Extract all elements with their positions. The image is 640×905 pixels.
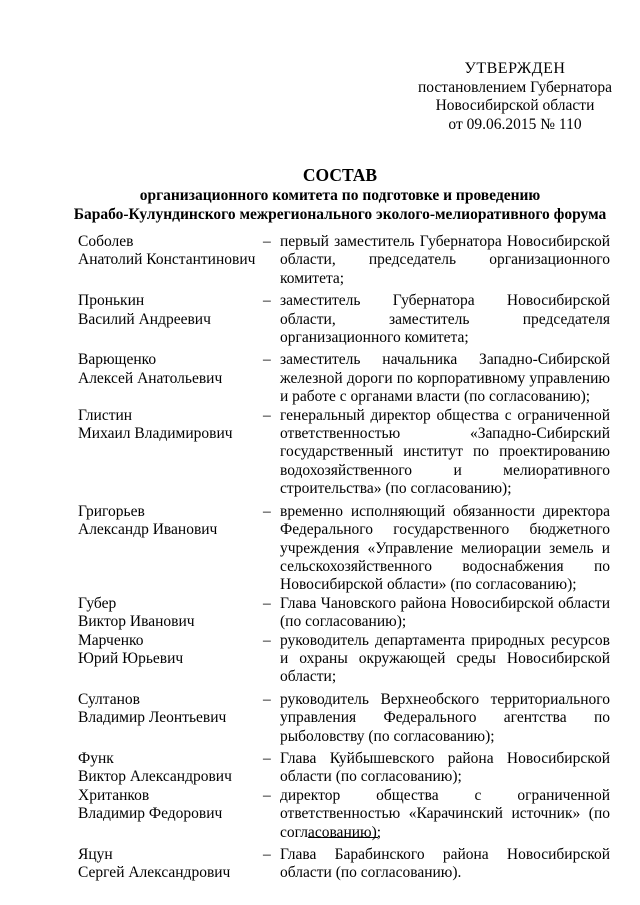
member-row <box>78 503 618 595</box>
member-role: Глава Барабинского района Новосибирской области (по согласованию). <box>280 846 610 882</box>
dash-separator: – <box>263 786 271 804</box>
approval-line: Новосибирской области <box>435 97 595 114</box>
member-row <box>78 750 618 787</box>
member-surname: Соболев <box>78 233 134 250</box>
member-name <box>78 691 260 746</box>
member-role: Глава Куйбышевского района Новосибирской области (по согласованию); <box>280 749 610 786</box>
member-role: Глава Чановского района Новосибирской области (по согласованию); <box>280 594 610 631</box>
member-role: заместитель начальника Западно-Сибирской железной дороги по корпоративному управлению и работе с органами власти (по согласованию); <box>280 351 610 406</box>
member-given-names: Юрий Юрьевич <box>78 649 184 667</box>
member-row <box>78 407 618 499</box>
member-name <box>78 846 260 883</box>
member-row <box>78 351 618 406</box>
approval-title: УТВЕРЖДЕН <box>464 60 566 77</box>
end-divider <box>308 837 378 838</box>
member-name <box>78 632 260 687</box>
member-surname: Султанов <box>78 690 140 708</box>
member-given-names: Михаил Владимирович <box>78 425 233 443</box>
member-given-names: Виктор Иванович <box>78 613 195 631</box>
member-row <box>78 632 618 687</box>
member-role: директор общества с ограниченной ответственностью «Карачинский источник» (по согласованию); <box>280 786 610 841</box>
member-list <box>78 233 618 883</box>
member-row <box>78 292 618 347</box>
member-surname: Марченко <box>78 631 144 649</box>
dash-separator: – <box>263 292 271 310</box>
member-row <box>78 233 618 288</box>
member-name <box>78 407 260 499</box>
document-subtitle: Барабо-Кулундинского межрегионального эколого-мелиоративного форума <box>73 206 607 223</box>
member-name <box>78 503 260 595</box>
member-role: первый заместитель Губернатора Новосибирской области, председатель организационного комитета; <box>280 233 610 287</box>
dash-separator: – <box>263 406 271 424</box>
document-heading <box>60 164 620 224</box>
member-row <box>78 691 618 746</box>
member-given-names: Алексей Анатольевич <box>78 369 223 387</box>
member-given-names: Владимир Леонтьевич <box>78 709 227 727</box>
member-name <box>78 595 260 632</box>
member-given-names: Виктор Александрович <box>78 768 232 786</box>
member-row <box>78 595 618 632</box>
member-name <box>78 233 260 288</box>
approval-line: постановлением Губернатора <box>417 78 613 96</box>
member-surname: Губер <box>78 594 117 612</box>
member-name <box>78 292 260 347</box>
member-name <box>78 787 260 842</box>
dash-separator: – <box>263 631 271 649</box>
member-surname: Варющенко <box>78 351 157 369</box>
member-name <box>78 351 260 406</box>
dash-separator: – <box>263 502 271 520</box>
member-given-names: Анатолий Константинович <box>78 251 256 269</box>
dash-separator: – <box>263 846 271 863</box>
member-role: генеральный директор общества с ограниченной ответственностью «Западно-Сибирский государственный институт по проектированию водохозяйственного и мелиоративного строительства» (по согласованию); <box>280 406 610 498</box>
member-given-names: Василий Андреевич <box>78 310 211 328</box>
member-surname: Функ <box>78 749 114 767</box>
member-role: временно исполняющий обязанности директора Федерального государственного бюджетного учреждения «Управление мелиорации земель и сельскохозяйственного водоснабжения по Новосибирской области» (по согласованию); <box>280 502 610 594</box>
member-role: заместитель Губернатора Новосибирской области, заместитель председателя организационного комитета; <box>280 292 610 347</box>
dash-separator: – <box>263 233 271 250</box>
member-surname: Яцун <box>78 846 113 863</box>
member-given-names: Владимир Федорович <box>78 805 223 823</box>
dash-separator: – <box>263 351 271 369</box>
dash-separator: – <box>263 690 271 708</box>
member-given-names: Сергей Александрович <box>78 864 231 882</box>
document-subtitle: организационного комитета по подготовке и проведению <box>139 187 541 204</box>
member-name <box>78 750 260 787</box>
dash-separator: – <box>263 749 271 767</box>
member-role: руководитель департамента природных ресурсов и охраны окружающей среды Новосибирской области; <box>280 631 610 686</box>
member-surname: Хританков <box>78 786 150 804</box>
dash-separator: – <box>263 594 271 612</box>
approval-date-line: от 09.06.2015 № 110 <box>448 115 582 133</box>
member-row <box>78 787 618 842</box>
member-surname: Пронькин <box>78 292 145 310</box>
member-row <box>78 846 618 883</box>
member-given-names: Александр Иванович <box>78 521 218 539</box>
member-role: руководитель Верхнеобского территориального управления Федерального агентства по рыболовству (по согласованию); <box>280 690 610 745</box>
document-title: СОСТАВ <box>302 165 378 185</box>
member-surname: Глистин <box>78 406 133 424</box>
approval-stamp <box>395 60 635 134</box>
member-surname: Григорьев <box>78 502 145 520</box>
